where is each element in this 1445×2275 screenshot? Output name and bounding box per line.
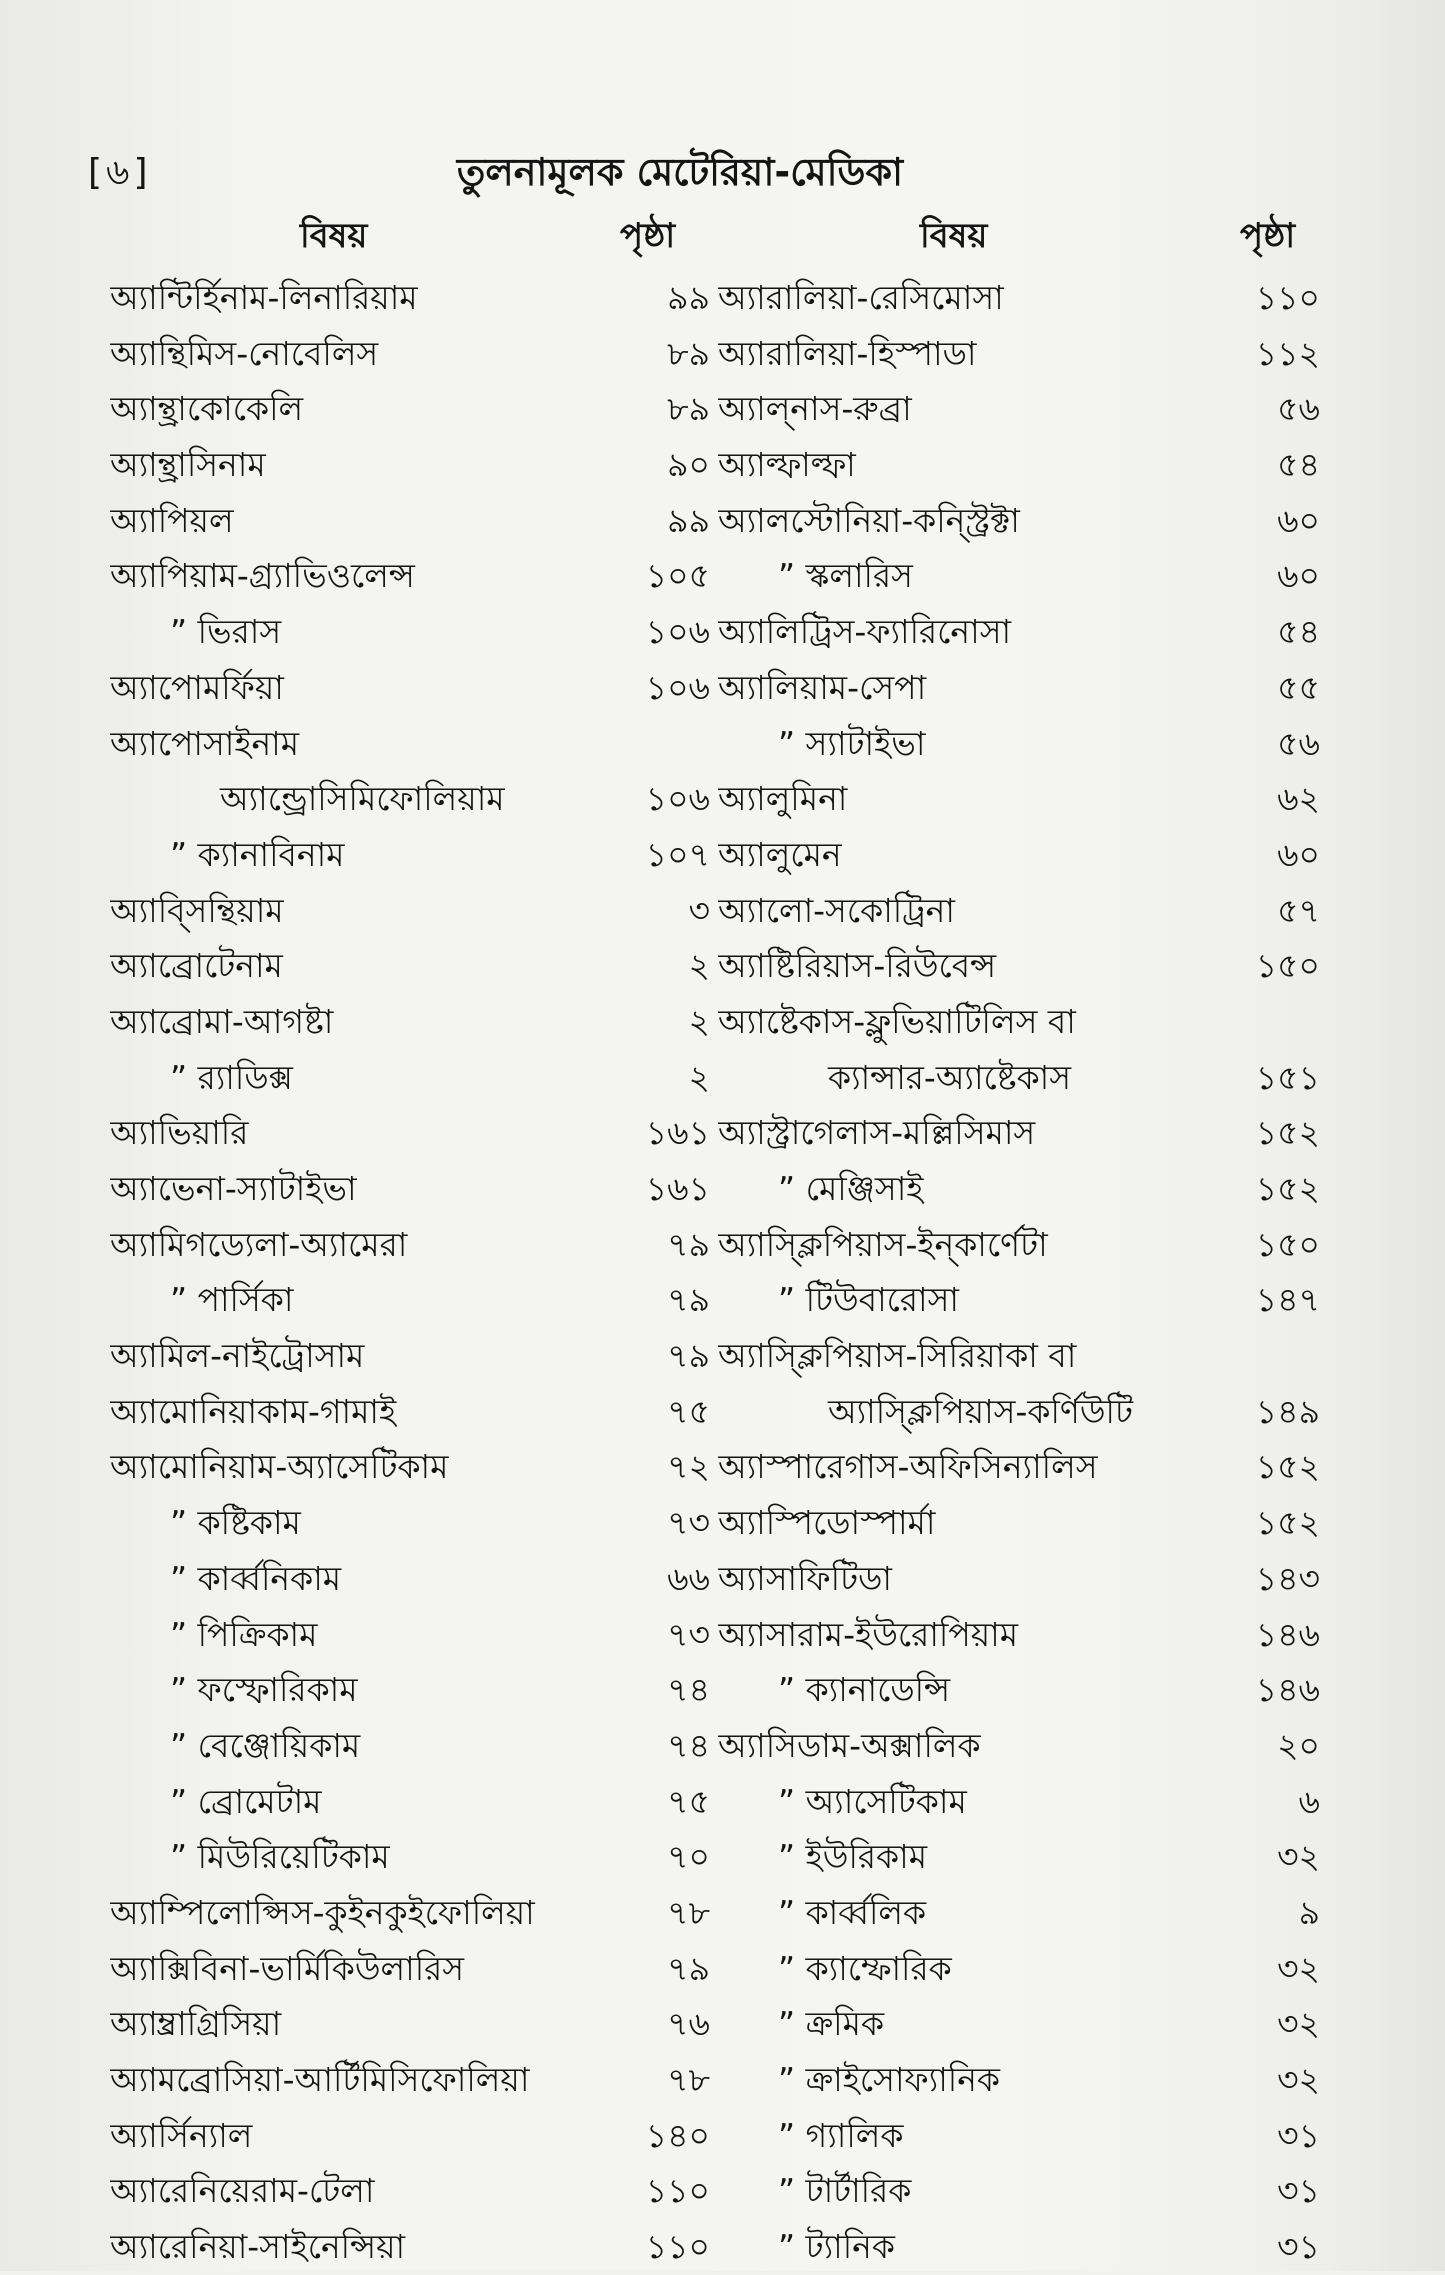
right-subject-entry: অ্যাসিডাম-অক্সালিক: [718, 1725, 981, 1765]
left-subject-entry: ” কার্ব্বনিকাম: [170, 1558, 342, 1598]
left-subject-entry: ” ফস্ফোরিকাম: [170, 1670, 358, 1710]
right-subject-entry: ” টিউবারোসা: [778, 1280, 959, 1320]
right-subject-entry: ” ক্যানাডেন্সি: [778, 1670, 951, 1710]
left-page-entry: ১০৬: [645, 667, 710, 707]
left-subject-entry: ” ক্যানাবিনাম: [170, 834, 345, 874]
index-row: [0, 883, 1445, 939]
right-page-entry: ৩২: [1277, 1837, 1320, 1877]
index-row: [0, 716, 1445, 772]
left-subject-entry: ” পিক্রিকাম: [170, 1614, 318, 1654]
left-page-entry: ৭৯: [667, 1224, 710, 1264]
right-subject-entry: ” স্যাটাইভা: [778, 723, 926, 763]
left-subject-entry: অ্যাব্সিন্থিয়াম: [110, 890, 284, 930]
left-page-entry: ২: [688, 1001, 710, 1041]
left-page-entry: ৭৫: [667, 1391, 710, 1431]
index-row: [0, 660, 1445, 716]
left-subject-entry: অ্যাম্ব্রাগ্রিসিয়া: [110, 2004, 282, 2044]
left-page-entry: ৭৯: [667, 1948, 710, 1988]
left-page-entry: ১০৭: [645, 834, 710, 874]
right-subject-entry: অ্যাল্নাস-রুব্রা: [718, 389, 912, 429]
right-subject-entry: অ্যাষ্টেকাস-ফ্লুভিয়াটিলিস বা: [718, 1001, 1076, 1041]
scan-edge-shadow: [1325, 0, 1445, 2271]
left-page-entry: ৬৬: [667, 1558, 710, 1598]
index-row: [0, 1941, 1445, 1997]
right-page-entry: ৫৪: [1277, 612, 1320, 652]
right-page-entry: ৫৫: [1277, 667, 1320, 707]
left-page-entry: ৭৮: [667, 2060, 710, 2099]
right-page-entry: ৬: [1298, 1781, 1320, 1821]
right-page-entry: ৩১: [1277, 2227, 1320, 2267]
index-row: [0, 326, 1445, 382]
left-subject-entry: অ্যামোনিয়াকাম-গামাই: [110, 1391, 397, 1431]
right-page-entry: ১৪৬: [1255, 1670, 1320, 1710]
index-row: [0, 1272, 1445, 1328]
index-row: [0, 548, 1445, 604]
right-page-entry: ১৪৩: [1255, 1558, 1320, 1598]
index-row: [0, 1885, 1445, 1941]
left-subject-entry: ” ব্রোমেটাম: [170, 1781, 322, 1821]
left-page-entry: ৭৯: [667, 1336, 710, 1376]
left-page-entry: ১১০: [645, 2227, 710, 2267]
left-subject-entry: অ্যামিল-নাইট্রোসাম: [110, 1336, 365, 1376]
index-row: [0, 1495, 1445, 1551]
left-page-entry: ১০৬: [645, 779, 710, 819]
right-page-entry: ১৫০: [1255, 946, 1320, 986]
right-page-entry: ১৫১: [1255, 1057, 1320, 1097]
right-subject-entry: অ্যারালিয়া-হিস্পাডা: [718, 333, 977, 373]
right-page-entry: ৫৬: [1277, 723, 1320, 763]
left-page-entry: ১৪০: [645, 2115, 710, 2155]
right-subject-entry: ” স্কলারিস: [778, 556, 913, 596]
left-page-entry: ৭৪: [667, 1725, 710, 1765]
right-page-entry: ১১২: [1255, 333, 1320, 373]
index-table: [0, 270, 1445, 2275]
left-subject-entry: অ্যাব্রোটেনাম: [110, 946, 283, 986]
right-page-entry: ৩২: [1277, 2004, 1320, 2044]
left-page-entry: ২: [688, 946, 710, 986]
right-page-entry: ৬২: [1277, 779, 1320, 819]
index-row: [0, 1384, 1445, 1440]
index-row: [0, 771, 1445, 827]
left-subject-entry: অ্যামিগড্যেলা-অ্যামেরা: [110, 1224, 408, 1264]
left-subject-entry: অ্যান্টির্হিনাম-লিনারিয়াম: [110, 278, 418, 317]
index-row: [0, 994, 1445, 1050]
left-page-entry: ৭৯: [667, 1280, 710, 1320]
index-row: [0, 1161, 1445, 1217]
left-page-entry: ১০৬: [645, 612, 710, 652]
left-subject-entry: অ্যাপিয়ল: [110, 500, 234, 540]
left-subject-entry: অ্যাভিয়ারি: [110, 1113, 249, 1153]
left-page-heading: পৃষ্ঠা: [620, 216, 676, 256]
right-page-entry: ১৪৬: [1255, 1614, 1320, 1654]
left-subject-entry: অ্যাব্রোমা-আগষ্টা: [110, 1001, 334, 1041]
left-subject-entry: অ্যান্ড্রোসিমিফোলিয়াম: [220, 779, 505, 819]
right-subject-entry: অ্যাসারাম-ইউরোপিয়াম: [718, 1614, 1019, 1654]
left-page-entry: ২: [688, 1057, 710, 1097]
right-page-entry: ১৫২: [1255, 1169, 1320, 1208]
right-page-heading: পৃষ্ঠা: [1240, 216, 1296, 256]
right-subject-heading: বিষয়: [920, 216, 988, 256]
right-subject-entry: ” ট্যানিক: [778, 2227, 895, 2267]
right-page-entry: ৩১: [1277, 2115, 1320, 2155]
right-page-entry: ৩১: [1277, 2171, 1320, 2211]
left-subject-entry: ” কষ্টিকাম: [170, 1503, 301, 1543]
right-page-entry: ৫৪: [1277, 445, 1320, 485]
left-page-entry: ৯৯: [667, 278, 710, 317]
right-subject-entry: ক্যান্সার-অ্যাষ্টেকাস: [828, 1057, 1072, 1097]
page-number: [৬]: [88, 152, 152, 193]
left-subject-entry: অ্যাক্সিবিনা-ভার্মিকিউলারিস: [110, 1948, 465, 1988]
right-subject-entry: অ্যাল্ফাল্ফা: [718, 445, 856, 485]
right-subject-entry: অ্যাস্পারেগাস-অফিসিন্যালিস: [718, 1447, 1098, 1487]
index-row: [0, 1050, 1445, 1106]
left-subject-entry: অ্যান্থিমিস-নোবেলিস: [110, 333, 379, 373]
left-subject-heading: বিষয়: [300, 216, 368, 256]
page-header: [0, 135, 1445, 195]
right-subject-entry: অ্যাস্ক্লিপিয়াস-সিরিয়াকা বা: [718, 1336, 1077, 1376]
left-subject-entry: অ্যামব্রোসিয়া-আর্টিমিসিফোলিয়া: [110, 2060, 530, 2099]
left-page-entry: ৭৫: [667, 1781, 710, 1821]
left-subject-entry: অ্যাপিয়াম-গ্র্যাভিওলেন্স: [110, 556, 415, 596]
index-row: [0, 493, 1445, 549]
index-row: [0, 604, 1445, 660]
left-subject-entry: অ্যান্থ্রাকোকেলি: [110, 389, 304, 429]
right-page-entry: ১৫২: [1255, 1447, 1320, 1487]
right-subject-entry: ” অ্যাসেটিকাম: [778, 1781, 967, 1821]
index-row: [0, 381, 1445, 437]
left-subject-entry: অ্যান্থ্রাসিনাম: [110, 445, 266, 485]
right-subject-entry: ” ক্যাম্ফোরিক: [778, 1948, 952, 1988]
index-row: [0, 2163, 1445, 2219]
right-subject-entry: অ্যালো-সকোট্রিনা: [718, 890, 955, 930]
index-row: [0, 1774, 1445, 1830]
right-subject-entry: অ্যালিট্রিস-ফ্যারিনোসা: [718, 612, 1012, 652]
left-page-entry: ৭৬: [667, 2004, 710, 2044]
left-subject-entry: ” ভিরাস: [170, 612, 282, 652]
left-subject-entry: অ্যাপোসাইনাম: [110, 723, 300, 763]
right-page-entry: ৯: [1298, 1892, 1320, 1932]
right-page-entry: ২০: [1277, 1725, 1320, 1765]
left-page-entry: ৩: [688, 890, 710, 930]
right-subject-entry: অ্যালস্টোনিয়া-কন্স্ট্রিক্টা: [718, 500, 1020, 540]
right-page-entry: ৫৭: [1277, 890, 1320, 930]
left-subject-entry: অ্যামোনিয়াম-অ্যাসেটিকাম: [110, 1447, 449, 1487]
index-row: [0, 1607, 1445, 1663]
right-subject-entry: অ্যাস্ট্রাগেলাস-মল্লিসিমাস: [718, 1113, 1036, 1153]
right-subject-entry: অ্যারালিয়া-রেসিমোসা: [718, 278, 1004, 317]
right-subject-entry: অ্যাষ্টিরিয়াস-রিউবেন্স: [718, 946, 997, 986]
right-subject-entry: ” ক্রমিক: [778, 2004, 885, 2044]
right-subject-entry: ” কার্ব্বলিক: [778, 1892, 927, 1932]
right-subject-entry: অ্যালুমেন: [718, 834, 842, 874]
right-subject-entry: অ্যাস্ক্লিপিয়াস-কর্ণিউটি: [828, 1391, 1133, 1431]
left-subject-entry: অ্যাপোমর্ফিয়া: [110, 667, 284, 707]
right-subject-entry: অ্যালিয়াম-সেপা: [718, 667, 927, 707]
left-page-entry: ৮৯: [667, 333, 710, 373]
index-row: [0, 1328, 1445, 1384]
index-row: [0, 2108, 1445, 2164]
left-page-entry: ৭৪: [667, 1670, 710, 1710]
right-page-entry: ৬০: [1277, 500, 1320, 540]
index-row: [0, 1439, 1445, 1495]
index-row: [0, 1551, 1445, 1607]
right-subject-entry: অ্যালুমিনা: [718, 779, 848, 819]
right-subject-entry: অ্যাস্ক্লিপিয়াস-ইন্কার্ণেটা: [718, 1224, 1048, 1264]
right-page-entry: ১৫০: [1255, 1224, 1320, 1264]
left-page-entry: ১১০: [645, 2171, 710, 2211]
right-page-entry: ৫৬: [1277, 389, 1320, 429]
left-page-entry: ৭২: [667, 1447, 710, 1487]
right-page-entry: ১৫২: [1255, 1503, 1320, 1543]
left-page-entry: ১৬১: [645, 1113, 710, 1153]
left-subject-entry: অ্যারেনিয়েরাম-টেলা: [110, 2171, 375, 2211]
right-subject-entry: অ্যাসাফিটিডা: [718, 1558, 892, 1598]
index-row: [0, 1996, 1445, 2052]
right-subject-entry: ” ক্রাইসোফ্যানিক: [778, 2060, 1001, 2099]
left-subject-entry: অ্যাভেনা-স্যাটাইভা: [110, 1169, 357, 1208]
left-page-entry: ৯০: [667, 445, 710, 485]
index-row: [0, 1105, 1445, 1161]
left-subject-entry: অ্যারেনিয়া-সাইনেন্সিয়া: [110, 2227, 406, 2267]
right-page-entry: ১১০: [1255, 278, 1320, 317]
right-page-entry: ৩২: [1277, 2060, 1320, 2099]
index-row: [0, 1662, 1445, 1718]
left-page-entry: ১৬১: [645, 1169, 710, 1208]
left-subject-entry: ” পার্সিকা: [170, 1280, 294, 1320]
right-subject-entry: ” মেঞ্জিসাই: [778, 1169, 924, 1208]
left-page-entry: ১০৫: [645, 556, 710, 596]
index-row: [0, 1829, 1445, 1885]
left-page-entry: ৭৩: [667, 1614, 710, 1654]
right-page-entry: ১৪৭: [1255, 1280, 1320, 1320]
right-subject-entry: ” গ্যালিক: [778, 2115, 904, 2155]
index-row: [0, 2052, 1445, 2108]
left-subject-entry: অ্যার্সিন্যাল: [110, 2115, 253, 2155]
left-page-entry: ৯৯: [667, 500, 710, 540]
left-subject-entry: অ্যাম্পিলোপ্সিস-কুইনকুইফোলিয়া: [110, 1892, 535, 1932]
index-row: [0, 437, 1445, 493]
right-subject-entry: ” টার্টারিক: [778, 2171, 912, 2211]
left-page-entry: ৭৩: [667, 1503, 710, 1543]
right-page-entry: ১৪৯: [1255, 1391, 1320, 1431]
index-row: [0, 270, 1445, 326]
right-subject-entry: ” ইউরিকাম: [778, 1837, 928, 1877]
left-subject-entry: ” মিউরিয়েটিকাম: [170, 1837, 390, 1877]
left-page-entry: ৭০: [667, 1837, 710, 1877]
index-row: [0, 1217, 1445, 1273]
right-page-entry: ৬০: [1277, 834, 1320, 874]
running-title: তুলনামূলক মেটেরিয়া-মেডিকা: [456, 150, 904, 194]
right-subject-entry: অ্যাস্পিডোস্পার্মা: [718, 1503, 936, 1543]
right-page-entry: ৩২: [1277, 1948, 1320, 1988]
left-subject-entry: ” বেঞ্জোয়িকাম: [170, 1725, 361, 1765]
left-subject-entry: ” র‍্যাডিক্স: [170, 1057, 293, 1097]
left-page-entry: ৭৮: [667, 1892, 710, 1932]
index-row: [0, 2219, 1445, 2275]
index-row: [0, 938, 1445, 994]
index-row: [0, 1718, 1445, 1774]
right-page-entry: ৬০: [1277, 556, 1320, 596]
left-page-entry: ৮৯: [667, 389, 710, 429]
index-row: [0, 827, 1445, 883]
right-page-entry: ১৫২: [1255, 1113, 1320, 1153]
